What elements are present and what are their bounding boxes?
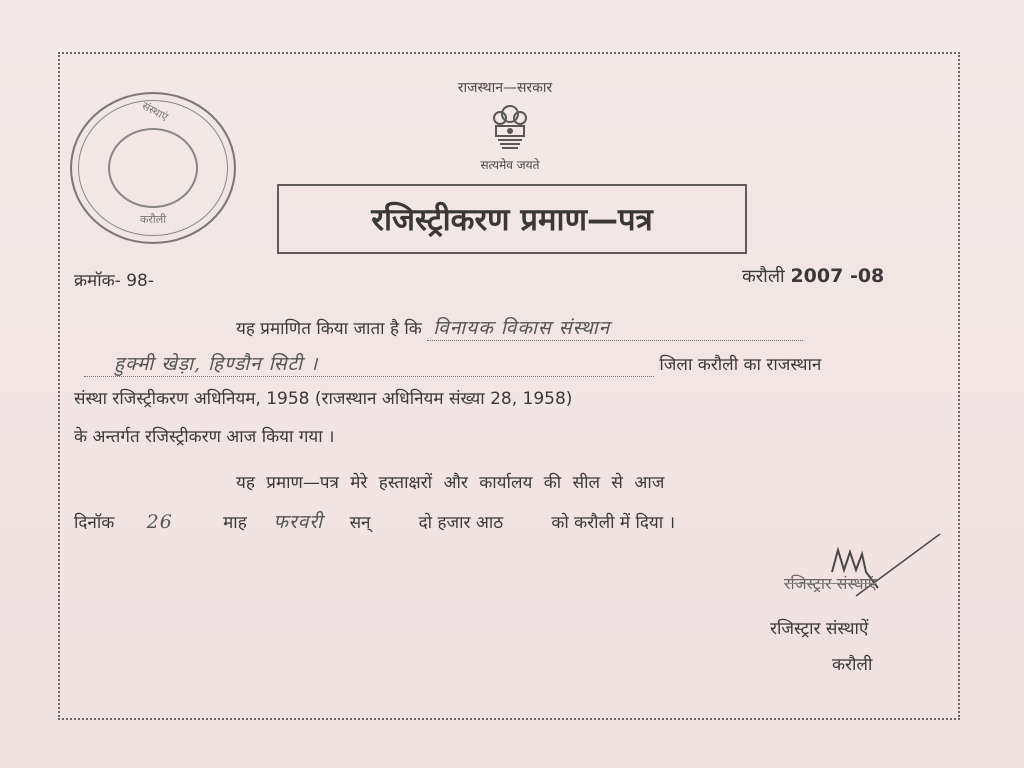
date-label: दिनॉक [74,513,115,533]
serial-number: क्रमॉक- 98- [74,271,154,291]
body-line-5: यह प्रमाण—पत्र मेरे हस्ताक्षरों और कार्यालय की सील से आज [236,473,665,493]
date-day: 26 [146,511,173,533]
year-text: 2007 -08 [790,265,885,287]
seal-inner-ring [108,128,198,208]
seal-text-bottom: करौली [139,213,167,226]
month-label: माह [223,513,247,533]
signature-stamp-line: रजिस्ट्रार संस्थाएं [784,574,877,593]
organization-name: विनायक विकास संस्थान [427,314,803,341]
body-line-6 [74,508,675,534]
year-in-words: दो हजार आठ [418,513,504,533]
date-month: फरवरी [273,511,323,533]
body-line-4: के अन्तर्गत रजिस्ट्रीकरण आज किया गया । [74,427,335,447]
issued-suffix: को करौली में दिया । [551,513,676,533]
registrar-title: रजिस्ट्रार संस्थाऐं [770,619,869,639]
place-text: करौली [742,266,785,287]
district-text: जिला करौली का राजस्थान [659,355,822,375]
body-line-2 [84,350,821,377]
year-label: सन् [349,513,371,533]
certificate-title [277,184,747,254]
certify-prefix: यह प्रमाणित किया जाता है कि [236,319,422,339]
organization-address: हुक्मी खेड़ा, हिण्डौन सिटी । [84,350,654,377]
certificate-title-text: रजिस्ट्रीकरण प्रमाण—पत्र [371,202,653,238]
office-seal-stamp [70,92,236,244]
motto-text: सत्यमेव जयते [480,158,540,172]
national-emblem-icon [488,100,532,154]
registrar-place: करौली [832,655,873,675]
place-year [742,264,884,288]
body-line-3: संस्था रजिस्ट्रीकरण अधिनियम, 1958 (राजस्थान अधिनियम संख्या 28, 1958) [74,389,573,409]
government-heading: राजस्थान—सरकार [457,80,553,96]
body-line-1 [236,314,803,341]
seal-text-top: संस्थाएं [139,99,171,124]
